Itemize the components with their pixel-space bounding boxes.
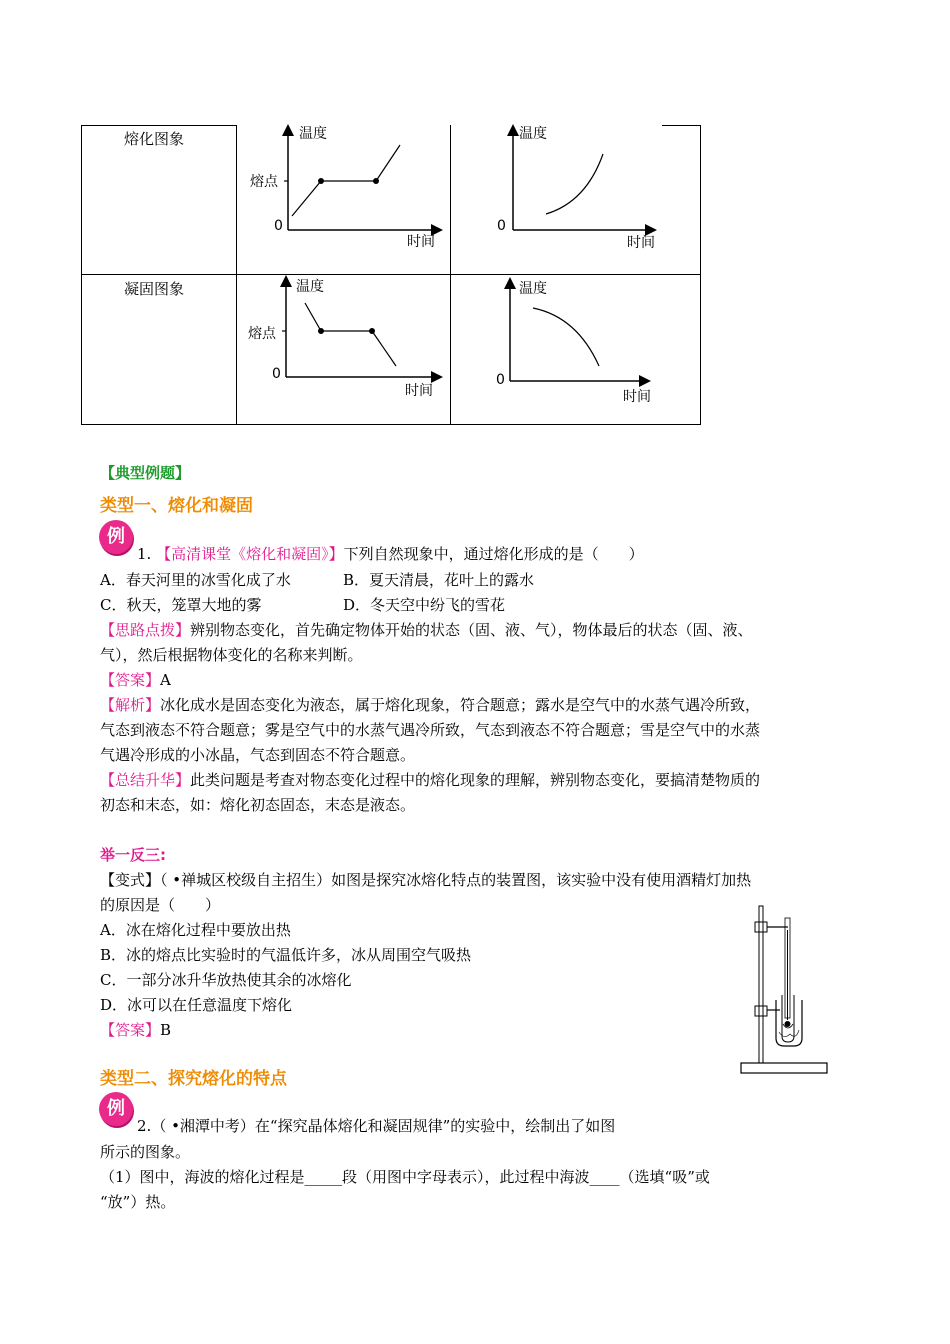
variant-option-d: D．冰可以在任意温度下熔化 <box>100 996 293 1014</box>
ice-melting-apparatus-illustration <box>738 900 830 1076</box>
variant-option-b: B．冰的熔点比实验时的气温低许多，冰从周围空气吸热 <box>100 946 472 964</box>
question-2-line-4: “放”）热。 <box>100 1193 176 1211</box>
y-axis-label: 温度 <box>519 281 547 297</box>
answer-value: B <box>160 1021 172 1039</box>
question-number: 1. <box>137 545 152 563</box>
amorphous-melting-graph <box>451 118 663 268</box>
practice-title: 举一反三: <box>100 846 166 864</box>
variant-option-c: C．一部分冰升华放热使其余的冰熔化 <box>100 971 352 989</box>
question-2-line-2: 所示的图象。 <box>100 1143 191 1161</box>
summary-line-1 <box>100 770 760 790</box>
x-axis-label: 时间 <box>407 234 435 250</box>
question-source: 【高清课堂《熔化和凝固》】 <box>156 545 344 563</box>
option-b: B．夏天清晨，花叶上的露水 <box>343 571 535 589</box>
example-icon: 例 <box>99 520 133 554</box>
crystal-melting-graph <box>237 118 449 268</box>
melting-point-label: 熔点 <box>250 174 278 190</box>
hint-text: 辨别物态变化，首先确定物体开始的状态（固、液、气），物体最后的状态（固、液、 <box>190 621 753 639</box>
question-1 <box>137 544 644 564</box>
y-axis-label: 温度 <box>296 279 324 295</box>
type1-title: 类型一、熔化和凝固 <box>100 496 253 516</box>
row-label-melting: 熔化图象 <box>124 130 185 148</box>
analysis-text: 冰化成水是固态变化为液态，属于熔化现象，符合题意；露水是空气中的水蒸气遇冷所致， <box>160 696 761 714</box>
variant-line-1 <box>100 870 751 890</box>
variant-text: （ •禅城区校级自主招生）如图是探究冰熔化特点的装置图，该实验中没有使用酒精灯加热 <box>160 871 752 889</box>
y-axis-label: 温度 <box>299 126 327 142</box>
origin-label: 0 <box>272 366 281 382</box>
question-text: （ •湘潭中考）在“探究晶体熔化和凝固规律”的实验中，绘制出了如图 <box>151 1117 616 1135</box>
hint-label: 【思路点拨】 <box>100 621 191 639</box>
analysis-line-2: 气态到液态不符合题意；雾是空气中的水蒸气遇冷所致，气态到液态不符合题意；雪是空气中的水蒸 <box>100 721 761 739</box>
answer-value: A <box>160 671 171 689</box>
question-2-line-3: （1）图中，海波的熔化过程是_____段（用图中字母表示），此过程中海波____（选填“吸”或 <box>100 1168 710 1186</box>
summary-label: 【总结升华】 <box>100 771 191 789</box>
x-axis-label: 时间 <box>627 235 655 251</box>
origin-label: 0 <box>497 218 506 234</box>
section-header: 【典型例题】 <box>100 464 191 482</box>
origin-label: 0 <box>496 372 505 388</box>
type2-title: 类型二、探究熔化的特点 <box>100 1069 287 1089</box>
origin-label: 0 <box>274 218 283 234</box>
amorphous-solidifying-graph <box>451 275 663 423</box>
variant-answer-line <box>100 1020 171 1040</box>
x-axis-label: 时间 <box>405 383 433 399</box>
option-d: D．冬天空中纷飞的雪花 <box>343 596 506 614</box>
option-c: C．秋天，笼罩大地的雾 <box>100 596 262 614</box>
crystal-solidifying-graph <box>237 275 449 423</box>
answer-label: 【答案】 <box>100 1021 161 1039</box>
question-stem: 下列自然现象中，通过熔化形成的是（ ） <box>343 545 644 563</box>
variant-option-a: A．冰在熔化过程中要放出热 <box>100 921 291 939</box>
analysis-line-3: 气遇冷形成的小冰晶，气态到固态不符合题意。 <box>100 746 416 764</box>
example-icon: 例 <box>99 1092 133 1126</box>
answer-line <box>100 670 171 690</box>
answer-label: 【答案】 <box>100 671 161 689</box>
y-axis-label: 温度 <box>519 126 547 142</box>
hint-line-1 <box>100 620 753 640</box>
question-2-line-1 <box>137 1116 615 1136</box>
hint-line-2: 气），然后根据物体变化的名称来判断。 <box>100 646 363 664</box>
variant-label: 【变式】 <box>100 871 161 889</box>
x-axis-label: 时间 <box>623 389 651 405</box>
option-a: A．春天河里的冰雪化成了水 <box>100 571 291 589</box>
analysis-line-1 <box>100 695 760 715</box>
question-number: 2. <box>137 1117 152 1135</box>
row-label-solidifying: 凝固图象 <box>124 280 185 298</box>
melting-point-label: 熔点 <box>248 326 276 342</box>
summary-text: 此类问题是考查对物态变化过程中的熔化现象的理解，辨别物态变化，要搞清楚物质的 <box>190 771 761 789</box>
summary-line-2: 初态和末态，如：熔化初态固态，末态是液态。 <box>100 796 416 814</box>
analysis-label: 【解析】 <box>100 696 161 714</box>
variant-line-2: 的原因是（ ） <box>100 896 221 914</box>
